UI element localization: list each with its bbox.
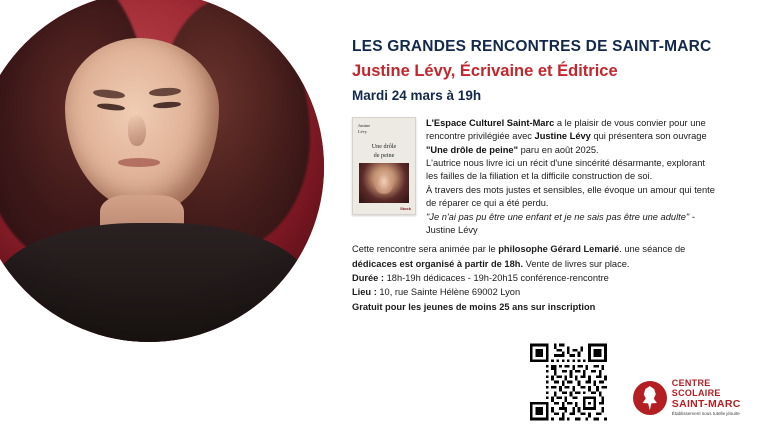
portrait-panel [0, 0, 330, 431]
logo-line-2: SAINT-MARC [671, 397, 741, 410]
details-duration-value: 18h-19h dédicaces - 19h-20h15 conférence-rencontre [384, 272, 609, 283]
details-block [352, 243, 754, 313]
speaker-portrait [0, 0, 324, 342]
intro-line-2-c: qui présentera son ouvrage [590, 131, 707, 142]
intro-line-3 [426, 144, 754, 156]
details-duration [352, 272, 754, 285]
book-title: Une drôle de peine [371, 143, 397, 160]
intro-line-1 [426, 117, 754, 129]
qr-code-image [530, 341, 607, 423]
logo-text [672, 379, 754, 417]
footer-row [352, 339, 754, 425]
intro-text [426, 117, 754, 237]
portrait-vignette [0, 0, 324, 342]
intro-speaker-name: Justine Lévy [534, 131, 591, 142]
logo-line-3: Établissement sous tutelle jésuite [671, 411, 740, 417]
event-datetime: Mardi 24 mars à 19h [352, 88, 482, 103]
intro-book-title: "Une drôle de peine" [426, 144, 518, 155]
intro-quote [426, 211, 754, 223]
content-panel [344, 0, 768, 431]
details-location [352, 286, 754, 299]
jesuit-emblem-icon [633, 381, 667, 415]
details-free-notice [352, 301, 754, 314]
details-moderator: philosophe Gérard Lemarié [498, 244, 620, 255]
book-publisher: Stock [400, 206, 411, 211]
intro-row [352, 117, 754, 237]
book-cover [352, 117, 416, 215]
event-series-title: LES GRANDES RENCONTRES DE SAINT-MARC [352, 38, 712, 55]
details-location-label: Lieu : [352, 287, 377, 298]
intro-quote-text: "Je n'ai pas pu être une enfant et je ne sais pas être une adulte" - [426, 211, 695, 222]
logo-line-1: CENTRE SCOLAIRE [671, 378, 721, 398]
intro-book-date: paru en août 2025. [518, 144, 599, 155]
intro-line-4: L'autrice nous livre ici un récit d'une sincérité désarmante, explorant [426, 158, 705, 169]
intro-line-2 [426, 130, 754, 142]
intro-line-7: de réparer ce qui a été perdu. [426, 198, 549, 209]
details-animation-c: . une séance de [619, 244, 686, 255]
intro-line-5: les failles de la filiation et la difficile construction de soi. [426, 171, 653, 182]
intro-line-1-rest: a le plaisir de vous convier pour une [554, 118, 706, 128]
book-cover-photo [359, 163, 409, 203]
intro-line-6: À travers des mots justes et sensibles, elle évoque un amour qui tente [426, 184, 715, 195]
qr-code[interactable] [528, 339, 609, 425]
details-animation-a: Cette rencontre sera animée par le [352, 244, 499, 255]
organization-logo [633, 379, 754, 417]
details-animation [352, 243, 754, 256]
speaker-title: Justine Lévy, Écrivaine et Éditrice [352, 62, 618, 80]
intro-venue: L'Espace Culturel Saint-Marc [426, 118, 555, 128]
details-free-text: Gratuit pour les jeunes de moins 25 ans sur inscription [352, 301, 596, 312]
details-signing-time: dédicaces est organisé à partir de 18h. [352, 258, 524, 269]
intro-line-2-a: rencontre privilégiée avec [426, 131, 535, 142]
details-book-sale: Vente de livres sur place. [523, 258, 630, 269]
intro-quote-attribution: Justine Lévy [426, 224, 478, 235]
details-location-value: 10, rue Sainte Hélène 69002 Lyon [376, 287, 521, 298]
details-signing [352, 258, 754, 271]
details-duration-label: Durée : [352, 272, 385, 283]
book-author: Justine Lévy [358, 123, 371, 134]
